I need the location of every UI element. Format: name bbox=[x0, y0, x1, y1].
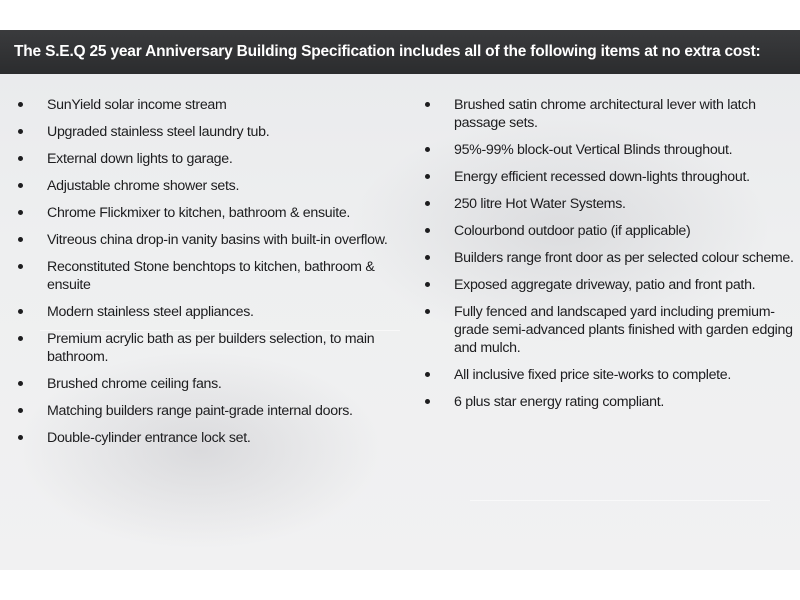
list-item bbox=[18, 231, 403, 249]
item-text: Brushed chrome ceiling fans. bbox=[47, 376, 222, 392]
bullet-icon bbox=[425, 255, 430, 260]
item-text: Fully fenced and landscaped yard including premium-grade semi-advanced plants finished with garden edging and mulch. bbox=[454, 304, 793, 356]
item-text: Modern stainless steel appliances. bbox=[47, 304, 254, 320]
bullet-icon bbox=[18, 381, 23, 386]
item-text: 6 plus star energy rating compliant. bbox=[454, 394, 665, 410]
list-item bbox=[425, 168, 795, 186]
bullet-icon bbox=[425, 282, 430, 287]
item-text: Energy efficient recessed down-lights throughout. bbox=[454, 169, 750, 185]
bullet-icon bbox=[18, 408, 23, 413]
list-item bbox=[18, 330, 403, 366]
bullet-icon bbox=[18, 336, 23, 341]
list-item bbox=[425, 366, 795, 384]
item-text: Colourbond outdoor patio (if applicable) bbox=[454, 223, 691, 239]
item-text: Brushed satin chrome architectural lever with latch passage sets. bbox=[454, 97, 756, 131]
bullet-icon bbox=[18, 264, 23, 269]
bullet-icon bbox=[425, 372, 430, 377]
bullet-icon bbox=[425, 201, 430, 206]
list-item bbox=[18, 402, 403, 420]
bullet-icon bbox=[18, 129, 23, 134]
list-item bbox=[18, 177, 403, 195]
bullet-icon bbox=[18, 237, 23, 242]
item-text: Exposed aggregate driveway, patio and front path. bbox=[454, 277, 756, 293]
bullet-icon bbox=[18, 102, 23, 107]
list-item bbox=[425, 303, 795, 357]
bullet-icon bbox=[425, 399, 430, 404]
list-item bbox=[425, 276, 795, 294]
list-item bbox=[425, 195, 795, 213]
bullet-icon bbox=[18, 435, 23, 440]
specification-panel bbox=[0, 30, 800, 570]
list-item bbox=[18, 204, 403, 222]
bullet-icon bbox=[18, 183, 23, 188]
item-text: External down lights to garage. bbox=[47, 151, 233, 167]
item-text: Reconstituted Stone benchtops to kitchen, bathroom & ensuite bbox=[47, 259, 375, 293]
item-text: Matching builders range paint-grade internal doors. bbox=[47, 403, 353, 419]
right-spec-list bbox=[425, 96, 795, 420]
list-item bbox=[425, 141, 795, 159]
bullet-icon bbox=[18, 156, 23, 161]
bullet-icon bbox=[425, 174, 430, 179]
bullet-icon bbox=[425, 228, 430, 233]
item-text: Builders range front door as per selected colour scheme. bbox=[454, 250, 794, 266]
item-text: 250 litre Hot Water Systems. bbox=[454, 196, 626, 212]
bullet-icon bbox=[18, 210, 23, 215]
list-item bbox=[18, 150, 403, 168]
list-item bbox=[18, 258, 403, 294]
item-text: SunYield solar income stream bbox=[47, 97, 227, 113]
item-text: Double-cylinder entrance lock set. bbox=[47, 430, 251, 446]
list-item bbox=[18, 375, 403, 393]
list-item bbox=[425, 249, 795, 267]
item-text: Vitreous china drop-in vanity basins with built-in overflow. bbox=[47, 232, 388, 248]
item-text: All inclusive fixed price site-works to complete. bbox=[454, 367, 732, 383]
bullet-icon bbox=[425, 309, 430, 314]
item-text: 95%-99% block-out Vertical Blinds throughout. bbox=[454, 142, 733, 158]
list-item bbox=[425, 96, 795, 132]
item-text: Premium acrylic bath as per builders selection, to main bathroom. bbox=[47, 331, 375, 365]
left-spec-list bbox=[18, 96, 403, 456]
list-item bbox=[425, 393, 795, 411]
bullet-icon bbox=[425, 147, 430, 152]
background-decor bbox=[470, 500, 770, 501]
list-item bbox=[18, 96, 403, 114]
bullet-icon bbox=[18, 309, 23, 314]
header-bar bbox=[0, 30, 800, 74]
list-item bbox=[18, 303, 403, 321]
bullet-icon bbox=[425, 102, 430, 107]
item-text: Adjustable chrome shower sets. bbox=[47, 178, 240, 194]
header-title: The S.E.Q 25 year Anniversary Building Specification includes all of the following items at no extra cost: bbox=[14, 43, 761, 60]
item-text: Chrome Flickmixer to kitchen, bathroom & ensuite. bbox=[47, 205, 351, 221]
item-text: Upgraded stainless steel laundry tub. bbox=[47, 124, 270, 140]
list-item bbox=[425, 222, 795, 240]
list-item bbox=[18, 429, 403, 447]
list-item bbox=[18, 123, 403, 141]
